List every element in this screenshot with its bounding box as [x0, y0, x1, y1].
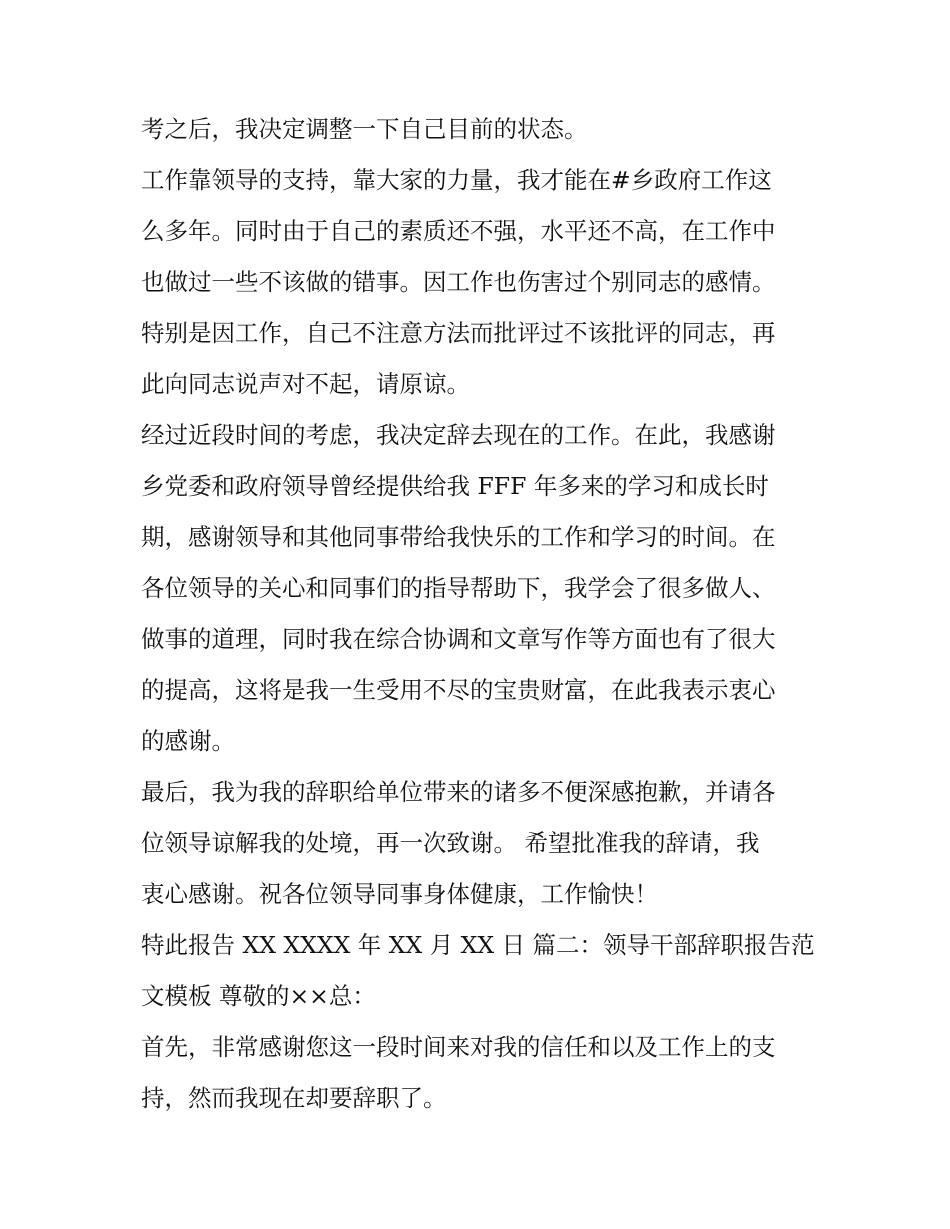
- text-line: 持，然而我现在却要辞职了。: [141, 1084, 447, 1112]
- text-line: 做事的道理，同时我在综合协调和文章写作等方面也有了很大: [141, 625, 776, 653]
- text-line: 经过近段时间的考虑，我决定辞去现在的工作。在此，我感谢: [141, 421, 776, 449]
- text-line: 么多年。同时由于自己的素质还不强，水平还不高，在工作中: [141, 217, 776, 245]
- text-line: 文模板 尊敬的××总：: [141, 982, 376, 1010]
- text-line: 此向同志说声对不起，请原谅。: [141, 370, 470, 398]
- text-line: 最后，我为我的辞职给单位带来的诸多不便深感抱歉，并请各: [141, 778, 776, 806]
- text-line: 工作靠领导的支持，靠大家的力量，我才能在#乡政府工作这: [141, 166, 772, 194]
- text-line: 期，感谢领导和其他同事带给我快乐的工作和学习的时间。在: [141, 523, 776, 551]
- text-line: 特此报告 XX XXXX 年 XX 月 XX 日 篇二：领导干部辞职报告范: [141, 931, 815, 959]
- text-line: 各位领导的关心和同事们的指导帮助下，我学会了很多做人、: [141, 574, 776, 602]
- text-line: 的感谢。: [141, 727, 235, 755]
- text-line: 特别是因工作，自己不注意方法而批评过不该批评的同志，再: [141, 319, 776, 347]
- text-line: 衷心感谢。祝各位领导同事身体健康，工作愉快！: [141, 880, 658, 908]
- text-line: 首先，非常感谢您这一段时间来对我的信任和以及工作上的支: [141, 1033, 776, 1061]
- document-body: [141, 104, 816, 1124]
- text-line: 考之后，我决定调整一下自己目前的状态。: [141, 115, 588, 143]
- text-line: 位领导谅解我的处境，再一次致谢。 希望批准我的辞请，我: [141, 829, 760, 857]
- text-line: 的提高，这将是我一生受用不尽的宝贵财富，在此我表示衷心: [141, 676, 776, 704]
- text-line: 乡党委和政府领导曾经提供给我 FFF 年多来的学习和成长时: [141, 472, 769, 500]
- text-line: 也做过一些不该做的错事。因工作也伤害过个别同志的感情。: [141, 268, 776, 296]
